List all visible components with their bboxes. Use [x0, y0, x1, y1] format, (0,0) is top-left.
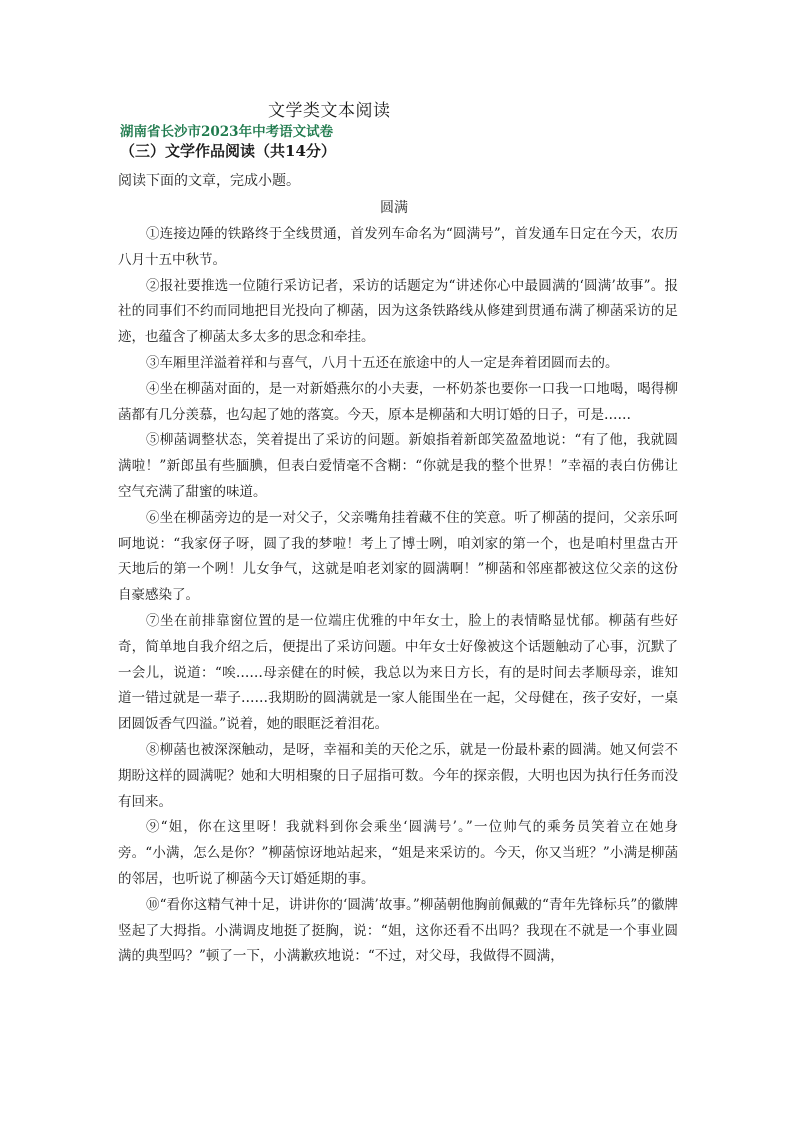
paragraph-8: ⑧柳菡也被深深触动，是呀，幸福和美的天伦之乐，就是一份最朴素的圆满。她又何尝不期盼这样的圆满呢？她和大明相聚的日子屈指可数。今年的探亲假，大明也因为执行任务而没有回来。	[118, 741, 678, 810]
article-title: 圆满	[380, 200, 408, 216]
paragraph-6: ⑥坐在柳菡旁边的是一对父子，父亲嘴角挂着藏不住的笑意。听了柳菡的提问，父亲乐呵呵地说：“我家伢子呀，圆了我的梦啦！考上了博士咧，咱刘家的第一个，也是咱村里盘古开天地后的第一个咧！儿女争气，这就是咱老刘家的圆满啊！”柳菡和邻座都被这位父亲的这份自豪感染了。	[118, 509, 678, 604]
paragraph-10: ⑩“看你这精气神十足，讲讲你的‘圆满’故事。”柳菡朝他胸前佩戴的“青年先锋标兵”的徽牌竖起了大拇指。小满调皮地挺了挺胸，说：“姐，这你还看不出吗？我现在不就是一个事业圆满的典型吗？”顿了一下，小满歉疚地说：“不过，对父母，我做得不圆满，	[118, 896, 678, 965]
paragraph-1: ①连接边陲的铁路终于全线贯通，首发列车命名为“圆满号”，首发通车日定在今天，农历八月十五中秋节。	[118, 226, 678, 268]
article-body	[118, 222, 678, 970]
section-heading: （三）文学作品阅读（共14分）	[120, 142, 336, 160]
paragraph-4: ④坐在柳菡对面的，是一对新婚燕尔的小夫妻，一杯奶茶也要你一口我一口地喝，喝得柳菡都有几分羡慕，也勾起了她的落寞。今天，原本是柳菡和大明订婚的日子，可是……	[118, 380, 678, 423]
reading-instruction: 阅读下面的文章，完成小题。	[118, 173, 300, 189]
paragraph-3: ③车厢里洋溢着祥和与喜气，八月十五还在旅途中的人一定是奔着团圆而去的。	[146, 354, 619, 371]
paragraph-2: ②报社要推选一位随行采访记者，采访的话题定为“讲述你心中最圆满的‘圆满’故事”。报社的同事们不约而同地把目光投向了柳菡，因为这条铁路线从修建到贯通布满了柳菡采访的足迹，也蕴含了柳菡太多太多的思念和牵挂。	[118, 277, 678, 346]
paragraph-5: ⑤柳菡调整状态，笑着提出了采访的问题。新娘指着新郎笑盈盈地说：“有了他，我就圆满啦！”新郎虽有些腼腆，但表白爱情毫不含糊：“你就是我的整个世界！”幸福的表白仿佛让空气充满了甜蜜的味道。	[118, 432, 678, 500]
document-title: 文学类文本阅读	[268, 101, 391, 121]
exam-source: 湖南省长沙市2023年中考语文试卷	[120, 124, 334, 140]
paragraph-9: ⑨“姐，你在这里呀！我就料到你会乘坐‘圆满号’。”一位帅气的乘务员笑着立在她身旁。“小满，怎么是你？”柳菡惊讶地站起来，“姐是来采访的。今天，你又当班？”小满是柳菡的邻居，也听说了柳菡今天订婚延期的事。	[118, 819, 678, 887]
paragraph-7: ⑦坐在前排靠窗位置的是一位端庄优雅的中年女士，脸上的表情略显忧郁。柳菡有些好奇，简单地自我介绍之后，便提出了采访问题。中年女士好像被这个话题触动了心事，沉默了一会儿，说道：“唉……母亲健在的时候，我总以为来日方长，有的是时间去孝顺母亲，谁知道一错过就是一辈子……我期盼的圆满就是一家人能围坐在一起，父母健在，孩子安好，一桌团圆饭香气四溢。”说着，她的眼眶泛着泪花。	[118, 612, 678, 733]
